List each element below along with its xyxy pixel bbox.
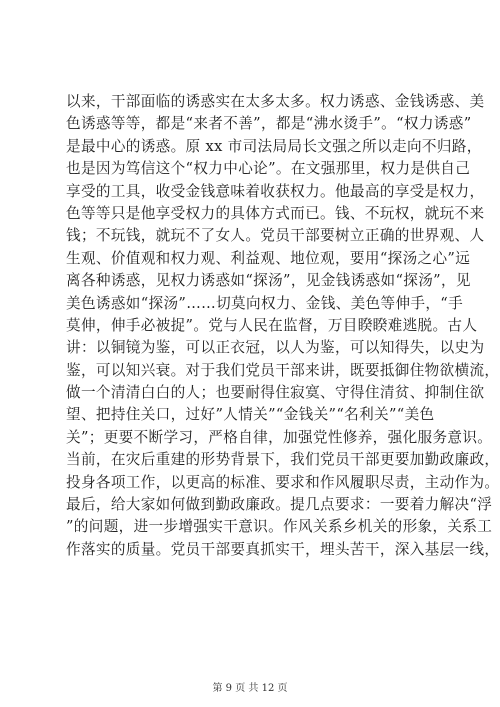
- text-line: 享受的工具，收受金钱意味着收获权力。他最高的享受是权力，: [66, 182, 485, 200]
- text-line: 最后，给大家如何做到勤政廉政。提几点要求：一要着力解决“浮: [66, 496, 493, 514]
- text-line: 色诱惑等等，都是“来者不善”，都是“沸水烫手”。“权力诱惑”: [66, 115, 472, 133]
- text-line: 当前，在灾后重建的形势背景下，我们党员干部更要加勤政廉政，: [66, 451, 500, 469]
- page-number: 第 9 页 共 12 页: [212, 683, 288, 694]
- text-line: ”的问题，进一步增强实干意识。作风关系乡机关的形象，关系工: [66, 518, 493, 536]
- page-footer: [0, 679, 500, 694]
- text-line: 以来，干部面临的诱惑实在太多太多。权力诱惑、金钱诱惑、美: [66, 93, 485, 110]
- text-line: 离各种诱惑，见权力诱惑如“探汤”，见金钱诱惑如“探汤”，见: [66, 272, 471, 290]
- text-line: 做一个清清白白的人；也要耐得住寂寞、守得住清贫、抑制住欲: [66, 384, 485, 402]
- text-line: 望、把持住关口，过好”人情关”“金钱关”“名利关”“美色: [66, 406, 435, 424]
- text-line: 作落实的质量。党员干部要真抓实干，埋头苦干，深入基层一线，: [66, 540, 500, 558]
- text-line: 莫伸，伸手必被捉”。党与人民在监督，万目睽睽难逃脱。古人: [66, 316, 478, 334]
- text-line: 鉴，可以知兴衰。对于我们党员干部来讲，既要抵御住物欲横流，: [66, 361, 500, 379]
- body-text: [66, 91, 500, 561]
- text-line: 讲：以铜镜为鉴，可以正衣冠，以人为鉴，可以知得失，以史为: [66, 339, 485, 357]
- text-line: 是最中心的诱惑。原 xx 市司法局局长文强之所以走向不归路，: [66, 137, 482, 155]
- text-line: 生观、价值观和权力观、利益观、地位观，要用“探汤之心”远: [66, 249, 471, 267]
- text-line: 投身各项工作，以更高的标准、要求和作风履职尽责，主动作为。: [66, 473, 500, 491]
- text-line: 美色诱惑如“探汤”……切莫向权力、金钱、美色等伸手，“手: [66, 294, 464, 312]
- text-line: 色等等只是他享受权力的具体方式而已。钱、不玩权，就玩不来: [66, 204, 485, 222]
- text-line: 也是因为笃信这个“权力中心论”。在文强那里，权力是供自己: [66, 160, 471, 178]
- text-line: 关”；更要不断学习，严格自律，加强党性修养，强化服务意识。: [66, 428, 493, 446]
- text-line: 钱；不玩钱，就玩不了女人。党员干部要树立正确的世界观、人: [66, 227, 485, 245]
